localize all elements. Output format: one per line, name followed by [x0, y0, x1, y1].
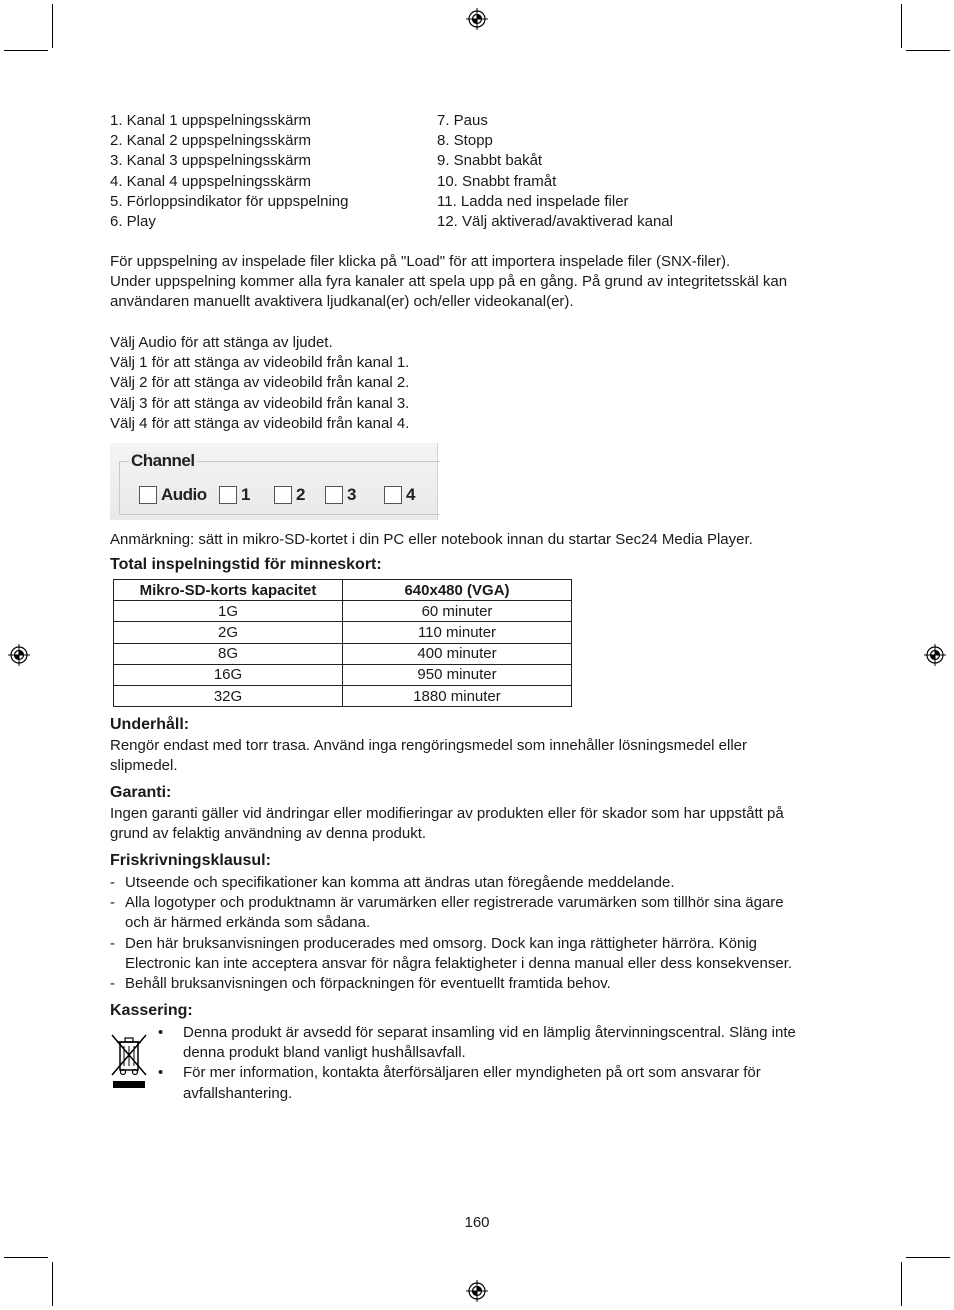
table-cell: 110 minuter [343, 622, 572, 643]
channel-1-checkbox[interactable] [219, 485, 250, 505]
table-header-cell: 640x480 (VGA) [343, 580, 572, 601]
disposal-list [158, 1023, 848, 1104]
table-cell: 2G [114, 622, 343, 643]
channel-instructions [110, 333, 409, 434]
table-header-row [114, 580, 572, 601]
maintenance-heading: Underhåll: [110, 716, 190, 733]
legend-item: 11. Ladda ned inspelade filer [437, 192, 629, 210]
maintenance-line: Rengör endast med torr trasa. Använd inga rengöringsmedel som innehåller lösningsmedel eller [110, 737, 748, 754]
legend-item: 5. Förloppsindikator för uppspelning [110, 192, 349, 210]
table-cell: 32G [114, 685, 343, 706]
checkbox-label: 2 [296, 485, 305, 504]
audio-checkbox[interactable] [139, 485, 207, 505]
checkbox-label: 4 [406, 485, 415, 504]
checkbox-box[interactable] [384, 486, 402, 504]
legend-item: 7. Paus [437, 112, 488, 129]
list-item [158, 1023, 848, 1063]
checkbox-box[interactable] [139, 486, 157, 504]
legend-item: 10. Snabbt framåt [437, 172, 557, 190]
legend-left-column [110, 111, 348, 232]
legend-item: 2. Kanal 2 uppspelningsskärm [110, 132, 311, 150]
legend-item: 4. Kanal 4 uppspelningsskärm [110, 172, 311, 190]
maintenance-line: slipmedel. [110, 757, 178, 775]
table-cell: 1G [114, 601, 343, 622]
disclaimer-heading: Friskrivningsklausul: [110, 852, 271, 869]
channel-3-checkbox[interactable] [325, 485, 356, 505]
table-cell: 16G [114, 664, 343, 685]
instruction-line: Välj 1 för att stänga av videobild från kanal 1. [110, 354, 410, 372]
table-cell: 60 minuter [343, 601, 572, 622]
intro-line: användaren manuellt avaktivera ljudkanal(er) och/eller videokanal(er). [110, 293, 574, 311]
crop-mark [52, 1262, 53, 1306]
list-item [110, 974, 855, 994]
bullet-marker: • [158, 1064, 164, 1082]
legend-item: 9. Snabbt bakåt [437, 152, 543, 170]
list-line: denna produkt bland vanligt hushållsavfall. [183, 1044, 466, 1062]
dash-marker: - [110, 894, 115, 912]
channel-panel-screenshot [110, 443, 438, 520]
warranty-line: grund av felaktig användning av denna produkt. [110, 825, 427, 843]
list-line: Alla logotyper och produktnamn är varumärken eller registrerade varumärken som tillhör sina ägare [125, 894, 784, 912]
table-cell: 950 minuter [343, 664, 572, 685]
crop-mark [906, 50, 950, 51]
list-line: och är härmed erkända som sådana. [125, 914, 371, 932]
checkbox-box[interactable] [325, 486, 343, 504]
table-row [114, 601, 572, 622]
list-line: Utseende och specifikationer kan komma att ändras utan föregående meddelande. [125, 874, 675, 891]
note-text: Anmärkning: sätt in mikro-SD-kortet i din PC eller notebook innan du startar Sec24 Media Player. [110, 531, 753, 548]
table-cell: 1880 minuter [343, 685, 572, 706]
list-line: Behåll bruksanvisningen och förpackningen för eventuellt framtida behov. [125, 975, 611, 993]
weee-crossed-bin-icon [110, 1033, 148, 1091]
warranty-line: Ingen garanti gäller vid ändringar eller modifieringar av produkten eller för skador som har uppstått på [110, 805, 784, 822]
list-line: Denna produkt är avsedd för separat insamling vid en lämplig återvinningscentral. Släng inte [183, 1024, 796, 1041]
page-number: 160 [464, 1214, 490, 1231]
table-row [114, 643, 572, 664]
registration-mark-icon [8, 644, 30, 666]
registration-mark-icon [466, 1280, 488, 1302]
checkbox-box[interactable] [219, 486, 237, 504]
registration-mark-icon [466, 8, 488, 30]
list-line: Den här bruksanvisningen producerades med omsorg. Dock kan inga rättigheter härröra. König [125, 934, 758, 952]
crop-mark [52, 4, 53, 48]
list-line: För mer information, kontakta återförsäljaren eller myndigheten på ort som ansvarar för [183, 1064, 761, 1082]
channel-title: Channel [131, 451, 195, 470]
instruction-line: Välj 3 för att stänga av videobild från kanal 3. [110, 394, 410, 412]
table-heading: Total inspelningstid för minneskort: [110, 556, 382, 573]
legend-item: 1. Kanal 1 uppspelningsskärm [110, 112, 311, 129]
list-line: avfallshantering. [183, 1084, 293, 1102]
table-row [114, 622, 572, 643]
channel-4-checkbox[interactable] [384, 485, 415, 505]
intro-line: Under uppspelning kommer alla fyra kanaler att spela upp på en gång. På grund av integritetsskäl kan [110, 273, 788, 291]
crop-mark [906, 1257, 950, 1258]
instruction-line: Välj 2 för att stänga av videobild från kanal 2. [110, 374, 410, 392]
warranty-heading: Garanti: [110, 784, 172, 801]
list-item [110, 893, 855, 933]
checkbox-label: 1 [241, 485, 250, 504]
checkbox-label: Audio [161, 485, 207, 504]
dash-marker: - [110, 874, 115, 891]
legend-right-column [437, 111, 673, 232]
channel-2-checkbox[interactable] [274, 485, 305, 505]
list-item [110, 934, 855, 974]
registration-mark-icon [924, 644, 946, 666]
list-line: Electronic kan inte acceptera ansvar för några felaktigheter i denna manual eller dess konsekvenser. [125, 954, 793, 972]
crop-mark [901, 1262, 902, 1306]
warranty-text [110, 804, 784, 844]
intro-line: För uppspelning av inspelade filer klicka på "Load" för att importera inspelade filer (SNX-filer). [110, 253, 731, 270]
legend-item: 12. Välj aktiverad/avaktiverad kanal [437, 213, 673, 231]
intro-paragraph [110, 252, 787, 313]
table-row [114, 685, 572, 706]
instruction-line: Välj 4 för att stänga av videobild från kanal 4. [110, 414, 410, 432]
checkbox-label: 3 [347, 485, 356, 504]
crop-mark [901, 4, 902, 48]
legend-item: 8. Stopp [437, 132, 493, 150]
crop-mark [4, 50, 48, 51]
table-row [114, 664, 572, 685]
dash-marker: - [110, 975, 115, 993]
instruction-line: Välj Audio för att stänga av ljudet. [110, 334, 333, 351]
table-cell: 400 minuter [343, 643, 572, 664]
table-header-cell: Mikro-SD-korts kapacitet [114, 580, 343, 601]
maintenance-text [110, 736, 747, 776]
checkbox-box[interactable] [274, 486, 292, 504]
list-item [110, 873, 855, 893]
crop-mark [4, 1257, 48, 1258]
disposal-heading: Kassering: [110, 1002, 193, 1019]
legend-item: 6. Play [110, 213, 156, 231]
capacity-table [113, 579, 572, 707]
list-item [158, 1063, 848, 1103]
bullet-marker: • [158, 1024, 164, 1041]
dash-marker: - [110, 934, 115, 952]
table-cell: 8G [114, 643, 343, 664]
disclaimer-list [110, 873, 855, 994]
legend-item: 3. Kanal 3 uppspelningsskärm [110, 152, 311, 170]
